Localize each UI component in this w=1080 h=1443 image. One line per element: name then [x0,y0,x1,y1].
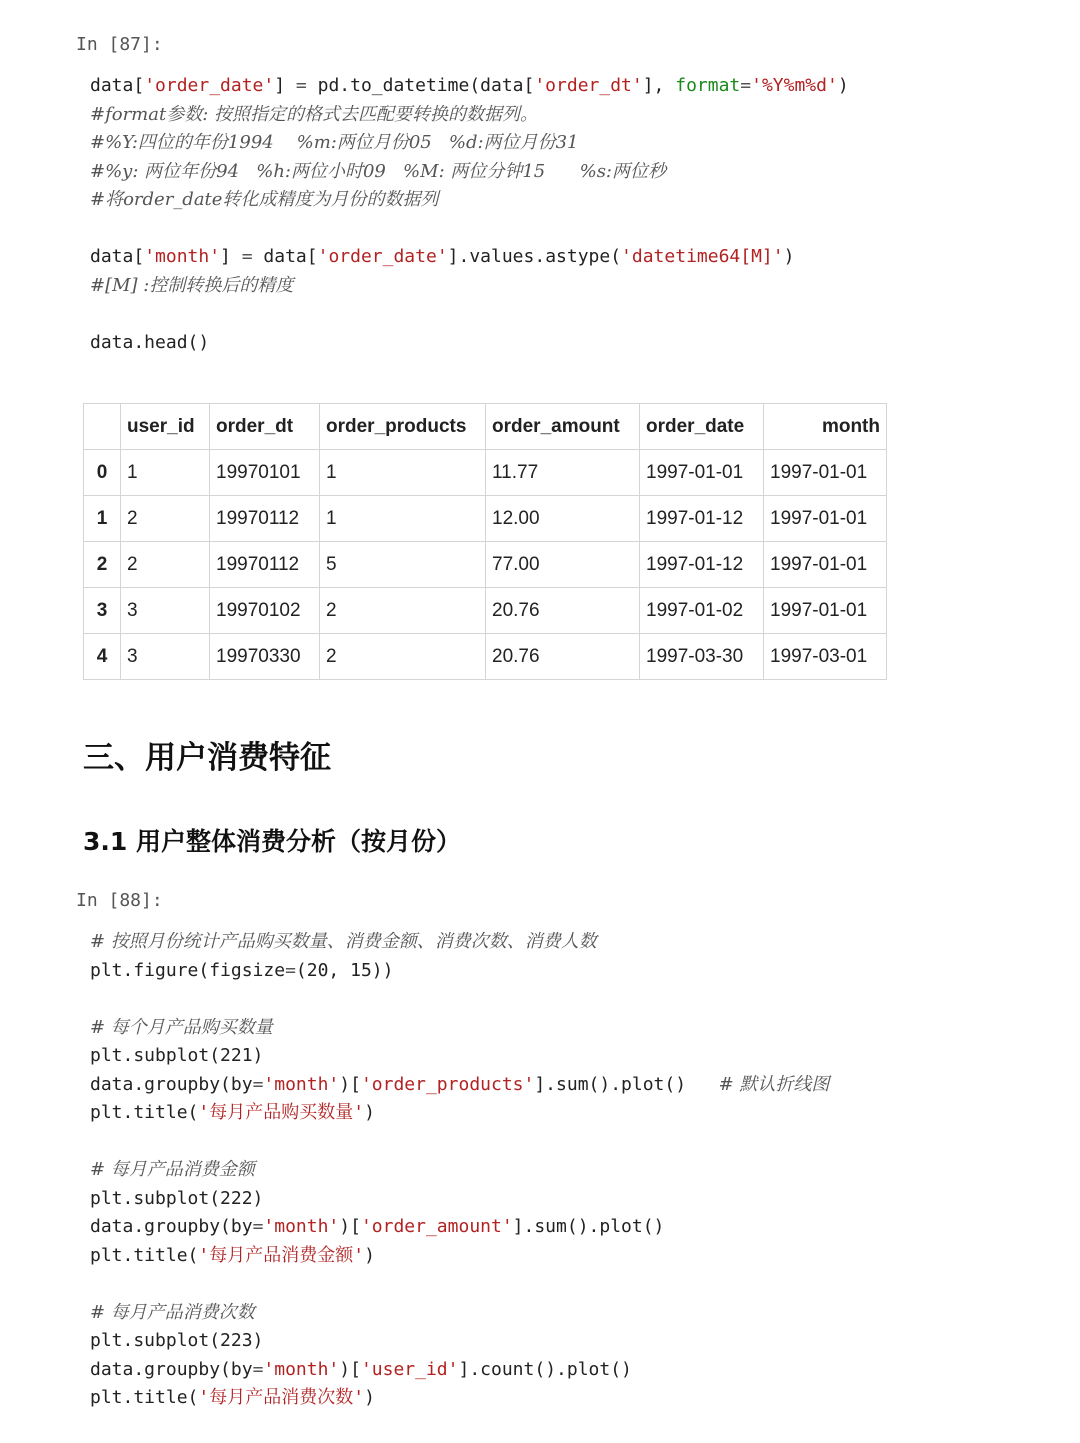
table-row [84,588,887,634]
code-string: '每月产品消费金额' [198,1244,365,1266]
table-cell: 19970101 [210,450,320,496]
code-comment: #%y: 两位年份94 %h:两位小时09 %M: 两位分钟15 %s:两位秒 [90,160,666,182]
cell-88-prompt: In [88]: [76,890,163,911]
table-cell: 19970330 [210,634,320,680]
code-token: ].values.astype( [447,246,622,267]
table-cell: 1 [121,450,210,496]
code-token: = [252,1216,264,1237]
code-comment: # 每月产品消费金额 [90,1159,255,1180]
code-line [90,158,1060,187]
code-string: 'order_dt' [534,75,643,96]
code-token: )[ [339,1073,361,1095]
column-header: user_id [121,404,210,450]
code-token: ], [642,75,676,96]
column-header: order_products [320,404,486,450]
column-header [84,404,121,450]
code-token: ) [364,1387,375,1408]
code-token: plt.subplot(222) [90,1187,264,1209]
code-token: (20, 15)) [295,959,394,981]
code-token: ] [220,246,242,267]
table-cell: 19970102 [210,588,320,634]
code-string: 'month' [144,246,221,267]
code-line [90,215,1060,244]
code-line [90,1270,1060,1299]
row-index: 1 [84,496,121,542]
code-line [90,243,1060,272]
code-comment: # 默认折线图 [718,1073,830,1095]
table-cell: 2 [320,634,486,680]
table-row [84,496,887,542]
code-line [90,1299,1060,1328]
code-token: plt.title( [90,1244,199,1266]
code-line [90,1156,1060,1185]
code-line [90,1242,1060,1271]
table-cell: 20.76 [486,634,640,680]
code-line [90,272,1060,301]
table-row [84,634,887,680]
code-string: '每月产品消费次数' [198,1387,365,1408]
table-cell: 2 [121,542,210,588]
code-token: plt.title( [90,1102,199,1123]
cell-87-prompt: In [87]: [76,34,163,55]
code-line [90,186,1060,215]
column-header: month [764,404,887,450]
code-string: 'order_amount' [360,1216,513,1237]
code-token: = [241,246,253,267]
code-token: ] [274,75,296,96]
code-line [90,1128,1060,1157]
subsection-heading: 3.1 用户整体消费分析（按月份） [83,827,461,856]
table-row [84,450,887,496]
code-string: 'month' [263,1358,340,1380]
table-cell: 1997-01-02 [640,588,764,634]
code-line [90,1014,1060,1043]
code-string: 'month' [263,1073,340,1095]
code-comment: # 按照月份统计产品购买数量、消费金额、消费次数、消费人数 [90,931,597,952]
code-token: plt.figure(figsize [90,959,286,981]
code-line [90,928,1060,957]
code-token: plt.title( [90,1387,199,1408]
code-line [90,101,1060,130]
code-comment: # 每月产品消费次数 [90,1301,255,1323]
code-token: ) [783,246,795,267]
table-cell: 3 [121,634,210,680]
code-line [90,957,1060,986]
code-token: data.groupby(by [90,1358,253,1380]
table-cell: 1997-01-01 [764,496,887,542]
code-token: ) [364,1102,375,1123]
row-index: 2 [84,542,121,588]
section-heading: 三、用户消费特征 [83,740,331,776]
code-token: )[ [339,1358,361,1380]
code-token: plt.subplot(221) [90,1045,264,1066]
table-cell: 11.77 [486,450,640,496]
code-token: data.groupby(by [90,1216,253,1237]
code-string: 'month' [263,1216,340,1237]
code-token: data[ [90,246,145,267]
row-index: 3 [84,588,121,634]
code-line [90,985,1060,1014]
table-cell: 12.00 [486,496,640,542]
cell-87-code[interactable] [90,72,1060,357]
code-string: 'user_id' [360,1358,459,1380]
table-cell: 1997-03-30 [640,634,764,680]
code-line [90,1042,1060,1071]
table-cell: 1997-01-01 [640,450,764,496]
table-cell: 3 [121,588,210,634]
cell-88-code[interactable] [90,928,1060,1413]
table-header [84,404,887,450]
table-header-row [84,404,887,450]
code-token: ) [837,75,849,96]
dataframe-output-table [83,403,887,680]
code-token: data.groupby(by [90,1073,253,1095]
code-comment: #format参数: 按照指定的格式去匹配要转换的数据列。 [90,103,539,125]
code-token: data[ [252,246,318,267]
table-cell: 19970112 [210,542,320,588]
code-token: plt.subplot(223) [90,1330,264,1351]
code-string: 'order_products' [360,1073,535,1095]
code-line [90,1185,1060,1214]
code-string: '每月产品购买数量' [198,1102,365,1123]
table-cell: 1 [320,450,486,496]
table-cell: 1997-01-12 [640,542,764,588]
code-line [90,1099,1060,1128]
code-token: pd.to_datetime(data[ [306,75,535,96]
code-line [90,129,1060,158]
code-token: format [675,75,741,96]
code-line [90,1213,1060,1242]
code-comment: # 每个月产品购买数量 [90,1016,273,1038]
code-token: = [285,959,296,981]
column-header: order_amount [486,404,640,450]
code-line [90,1356,1060,1385]
table-cell: 1997-01-01 [764,588,887,634]
table-cell: 77.00 [486,542,640,588]
row-index: 4 [84,634,121,680]
code-token: data.head() [90,331,210,353]
table-cell: 1997-01-01 [764,450,887,496]
column-header: order_dt [210,404,320,450]
table-cell: 19970112 [210,496,320,542]
table-row [84,542,887,588]
table-cell: 1997-01-01 [764,542,887,588]
code-string: '%Y%m%d' [751,75,838,96]
code-comment: #将order_date转化成精度为月份的数据列 [90,189,439,210]
code-token: = [295,75,307,96]
code-comment: #[M] :控制转换后的精度 [90,274,294,296]
table-cell: 1 [320,496,486,542]
code-line [90,1327,1060,1356]
table-cell: 1997-01-12 [640,496,764,542]
table-cell: 20.76 [486,588,640,634]
code-token: ].sum().plot() [512,1216,665,1237]
table-cell: 1997-03-01 [764,634,887,680]
code-token: ].count().plot() [458,1358,632,1380]
table-body [84,450,887,680]
code-line [90,1384,1060,1413]
code-line [90,1071,1060,1100]
table-cell: 2 [121,496,210,542]
table-cell: 5 [320,542,486,588]
code-line [90,329,1060,358]
table-cell: 2 [320,588,486,634]
row-index: 0 [84,450,121,496]
code-token: )[ [339,1216,361,1237]
code-line [90,72,1060,101]
code-token: ) [364,1244,375,1266]
column-header: order_date [640,404,764,450]
code-line [90,300,1060,329]
code-token: = [252,1073,264,1095]
code-string: 'order_date' [317,246,448,267]
code-comment: #%Y:四位的年份1994 %m:两位月份05 %d:两位月份31 [90,132,579,153]
code-string: 'order_date' [144,75,275,96]
code-string: 'datetime64[M]' [621,246,784,267]
code-token: ].sum().plot() [534,1073,719,1095]
code-token: = [252,1358,264,1380]
code-token: data[ [90,75,145,96]
code-token: = [740,75,752,96]
